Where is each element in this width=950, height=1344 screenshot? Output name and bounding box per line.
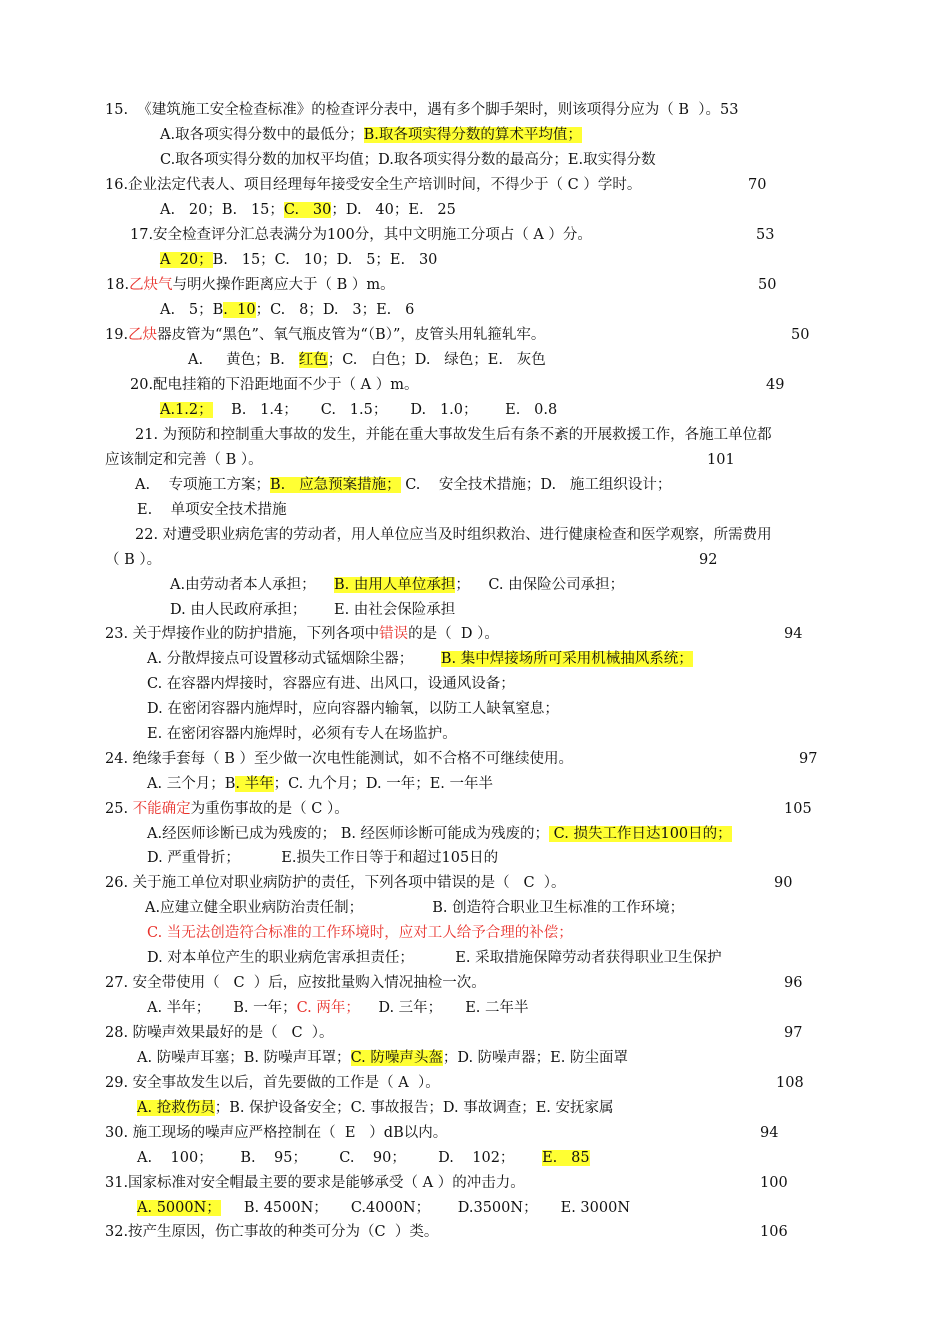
question-line bbox=[147, 848, 498, 868]
red-text-run: 乙炔气 bbox=[129, 277, 173, 293]
question-line bbox=[188, 350, 546, 370]
answer-highlight: . 半年 bbox=[235, 776, 274, 792]
question-line bbox=[105, 175, 641, 195]
question-line bbox=[130, 375, 419, 395]
question-line bbox=[147, 649, 693, 669]
question-line bbox=[135, 475, 671, 495]
answer-highlight: A. 抢救伤员 bbox=[137, 1100, 215, 1116]
text-run: 31.国家标准对安全帽最主要的要求是能够承受（ A ）的冲击力。 bbox=[105, 1175, 525, 1191]
question-number: 25. bbox=[105, 801, 133, 817]
text-run: 22. 对遭受职业病危害的劳动者，用人单位应当及时组织救治、进行健康检查和医学观察，所需费用 bbox=[135, 527, 772, 543]
red-text-run: 乙炔 bbox=[128, 327, 158, 343]
question-line bbox=[105, 1073, 440, 1093]
text-run: D. 在密闭容器内施焊时，应向容器内输氧，以防工人缺氧窒息； bbox=[147, 701, 559, 717]
text-run: D. 对本单位产生的职业病危害承担责任； E. 采取措施保障劳动者获得职业卫生保护 bbox=[147, 950, 722, 966]
text-run: A.取各项实得分数中的最低分； bbox=[160, 127, 364, 143]
question-line bbox=[160, 250, 437, 270]
text-run: B. 4500N； C.4000N； D.3500N； E. 3000N bbox=[220, 1200, 631, 1216]
text-run: C. 在容器内焊接时，容器应有进、出风口，设通风设备； bbox=[147, 676, 515, 692]
question-line bbox=[105, 799, 349, 819]
text-run: A.由劳动者本人承担； bbox=[170, 577, 335, 593]
text-run: ；C. 8；D. 3；E. 6 bbox=[255, 302, 415, 318]
question-line bbox=[160, 200, 456, 220]
text-run: ；C. 白色；D. 绿色；E. 灰色 bbox=[327, 352, 546, 368]
text-run: A. 100； B. 95； C. 90； D. 102； bbox=[137, 1150, 543, 1166]
question-line bbox=[105, 1123, 447, 1143]
page-reference: 50 bbox=[758, 277, 777, 293]
text-run: 16.企业法定代表人、项目经理每年接受安全生产培训时间，不得少于（ C ）学时。 bbox=[105, 177, 642, 193]
page-reference: 96 bbox=[784, 975, 803, 991]
page-reference: 105 bbox=[784, 801, 812, 817]
answer-highlight: C. 防噪声头盔 bbox=[350, 1050, 443, 1066]
question-line bbox=[147, 699, 559, 719]
answer-highlight: B. 应急预案措施； bbox=[270, 477, 401, 493]
text-run: A. 分散焊接点可设置移动式锰烟除尘器； bbox=[147, 651, 441, 667]
question-line bbox=[105, 749, 573, 769]
answer-highlight: A 20； bbox=[160, 252, 213, 268]
question-line bbox=[145, 898, 684, 918]
text-run: A. 半年； B. 一年； bbox=[147, 1000, 297, 1016]
question-line bbox=[130, 225, 592, 245]
question-line bbox=[147, 724, 457, 744]
question-line bbox=[160, 400, 557, 420]
question-line bbox=[105, 100, 738, 120]
question-line bbox=[106, 275, 395, 295]
answer-highlight: B.取各项实得分数的算术平均值； bbox=[363, 127, 582, 143]
question-line bbox=[135, 425, 772, 445]
text-run: A. 三个月；B bbox=[147, 776, 236, 792]
text-run: 的是（ D ）。 bbox=[408, 626, 499, 642]
page-reference: 50 bbox=[791, 327, 810, 343]
question-line bbox=[170, 575, 624, 595]
text-run: A.应建立健全职业病防治责任制； B. 创造符合职业卫生标准的工作环境； bbox=[145, 900, 685, 916]
text-run: D. 严重骨折； E.损失工作日等于和超过105日的 bbox=[147, 850, 499, 866]
question-line bbox=[147, 923, 573, 943]
question-number: 18. bbox=[106, 277, 130, 293]
question-line bbox=[105, 450, 263, 470]
text-run: A.经医师诊断已成为残废的； B. 经医师诊断可能成为残废的； bbox=[147, 826, 550, 842]
text-run: ；D. 防噪声器；E. 防尘面罩 bbox=[442, 1050, 628, 1066]
question-line bbox=[105, 624, 499, 644]
page-reference: 70 bbox=[748, 177, 767, 193]
answer-highlight: C. 30 bbox=[283, 202, 332, 218]
red-text-run: C. 当无法创造符合标准的工作环境时，应对工人给予合理的补偿； bbox=[147, 925, 573, 941]
question-line bbox=[160, 150, 656, 170]
text-run: A. 黄色；B. bbox=[188, 352, 299, 368]
red-text-run: 错误 bbox=[379, 626, 409, 642]
text-run: 32.按产生原因，伤亡事故的种类可分为（C ）类。 bbox=[105, 1224, 439, 1240]
text-run: A. 防噪声耳塞；B. 防噪声耳罩； bbox=[137, 1050, 351, 1066]
question-line bbox=[137, 500, 287, 520]
text-run: D. 三年； E. 二年半 bbox=[359, 1000, 529, 1016]
question-line bbox=[170, 600, 455, 620]
text-run: 15. 《建筑施工安全检查标准》的检查评分表中，遇有多个脚手架时，则该项得分应为（ B ）。53 bbox=[105, 102, 739, 118]
text-run: 24. 绝缘手套每（ B ）至少做一次电性能测试，如不合格不可继续使用。 bbox=[105, 751, 574, 767]
question-line bbox=[105, 1023, 334, 1043]
question-line bbox=[105, 873, 566, 893]
text-run: 26. 关于施工单位对职业病防护的责任，下列各项中错误的是（ C ）。 bbox=[105, 875, 566, 891]
question-number: 19. bbox=[105, 327, 129, 343]
answer-highlight: B. 由用人单位承担 bbox=[334, 577, 456, 593]
question-line bbox=[137, 1048, 628, 1068]
question-line bbox=[105, 973, 486, 993]
text-run: 17.安全检查评分汇总表满分为100分，其中文明施工分项占（ A ）分。 bbox=[130, 227, 592, 243]
text-run: A. 专项施工方案； bbox=[135, 477, 271, 493]
text-run: A. 20；B. 15； bbox=[160, 202, 284, 218]
text-run: A. 5；B bbox=[160, 302, 224, 318]
answer-highlight: 红色 bbox=[298, 352, 328, 368]
page-reference: 106 bbox=[760, 1224, 788, 1240]
page-reference: 94 bbox=[784, 626, 803, 642]
answer-highlight: E. 85 bbox=[542, 1150, 590, 1166]
question-line bbox=[137, 1198, 630, 1218]
answer-highlight: C. 损失工作日达100日的； bbox=[549, 826, 732, 842]
question-line bbox=[105, 1222, 438, 1242]
text-run: B. 1.4； C. 1.5； D. 1.0； E. 0.8 bbox=[212, 402, 558, 418]
text-run: 27. 安全带使用（ C ）后，应按批量购入情况抽检一次。 bbox=[105, 975, 486, 991]
question-line bbox=[147, 948, 722, 968]
question-line bbox=[147, 824, 732, 844]
question-line bbox=[135, 525, 772, 545]
red-text-run: 不能确定 bbox=[132, 801, 191, 817]
text-run: E. 单项安全技术措施 bbox=[137, 502, 287, 518]
question-line bbox=[105, 325, 545, 345]
question-line bbox=[160, 125, 582, 145]
text-run: 应该制定和完善（ B ）。 bbox=[105, 452, 263, 468]
red-text-run: C. 两年； bbox=[296, 1000, 360, 1016]
text-run: 28. 防噪声效果最好的是（ C ）。 bbox=[105, 1025, 334, 1041]
text-run: ； C. 由保险公司承担； bbox=[455, 577, 625, 593]
page-reference: 108 bbox=[776, 1075, 804, 1091]
page-reference: 49 bbox=[766, 377, 785, 393]
text-run: 与明火操作距离应大于（ B ）m。 bbox=[172, 277, 395, 293]
answer-highlight: B. 集中焊接场所可采用机械抽风系统； bbox=[440, 651, 693, 667]
page-reference: 90 bbox=[774, 875, 793, 891]
page-reference: 101 bbox=[707, 452, 735, 468]
text-run: 21. 为预防和控制重大事故的发生，并能在重大事故发生后有条不紊的开展救援工作，各施工单位都 bbox=[135, 427, 772, 443]
question-line bbox=[147, 774, 493, 794]
question-line bbox=[147, 674, 515, 694]
text-run: （ B ）。 bbox=[105, 552, 162, 568]
text-run: D. 由人民政府承担； E. 由社会保险承担 bbox=[170, 602, 456, 618]
text-run: 29. 安全事故发生以后，首先要做的工作是（ A ）。 bbox=[105, 1075, 440, 1091]
page-reference: 92 bbox=[699, 552, 718, 568]
text-run: C.取各项实得分数的加权平均值；D.取各项实得分数的最高分；E.取实得分数 bbox=[160, 152, 656, 168]
question-line bbox=[105, 1173, 525, 1193]
text-run: 30. 施工现场的噪声应严格控制在（ E ）dB以内。 bbox=[105, 1125, 448, 1141]
text-run: 器皮管为“黑色”、氧气瓶皮管为“（B）”，皮管头用轧箍轧牢。 bbox=[157, 327, 546, 343]
text-run: B. 15；C. 10；D. 5；E. 30 bbox=[212, 252, 438, 268]
text-run: 23. 关于焊接作业的防护措施，下列各项中 bbox=[105, 626, 380, 642]
question-line bbox=[137, 1098, 614, 1118]
text-run: ；D. 40；E. 25 bbox=[331, 202, 456, 218]
question-line bbox=[137, 1148, 590, 1168]
text-run: E. 在密闭容器内施焊时，必须有专人在场监护。 bbox=[147, 726, 457, 742]
answer-highlight: A.1.2； bbox=[160, 402, 213, 418]
text-run: C. 安全技术措施；D. 施工组织设计； bbox=[400, 477, 672, 493]
page-reference: 94 bbox=[760, 1125, 779, 1141]
page-reference: 97 bbox=[799, 751, 818, 767]
question-line bbox=[147, 998, 529, 1018]
answer-highlight: A. 5000N； bbox=[137, 1200, 221, 1216]
page-reference: 97 bbox=[784, 1025, 803, 1041]
question-line bbox=[160, 300, 414, 320]
text-run: ；C. 九个月；D. 一年；E. 一年半 bbox=[273, 776, 494, 792]
text-run: 20.配电挂箱的下沿距地面不少于（ A ）m。 bbox=[130, 377, 419, 393]
page-reference: 100 bbox=[760, 1175, 788, 1191]
answer-highlight: . 10 bbox=[223, 302, 256, 318]
text-run: ；B. 保护设备安全；C. 事故报告；D. 事故调查；E. 安抚家属 bbox=[214, 1100, 614, 1116]
text-run: 为重伤事故的是（ C ）。 bbox=[190, 801, 349, 817]
page-reference: 53 bbox=[756, 227, 775, 243]
question-line bbox=[105, 550, 161, 570]
